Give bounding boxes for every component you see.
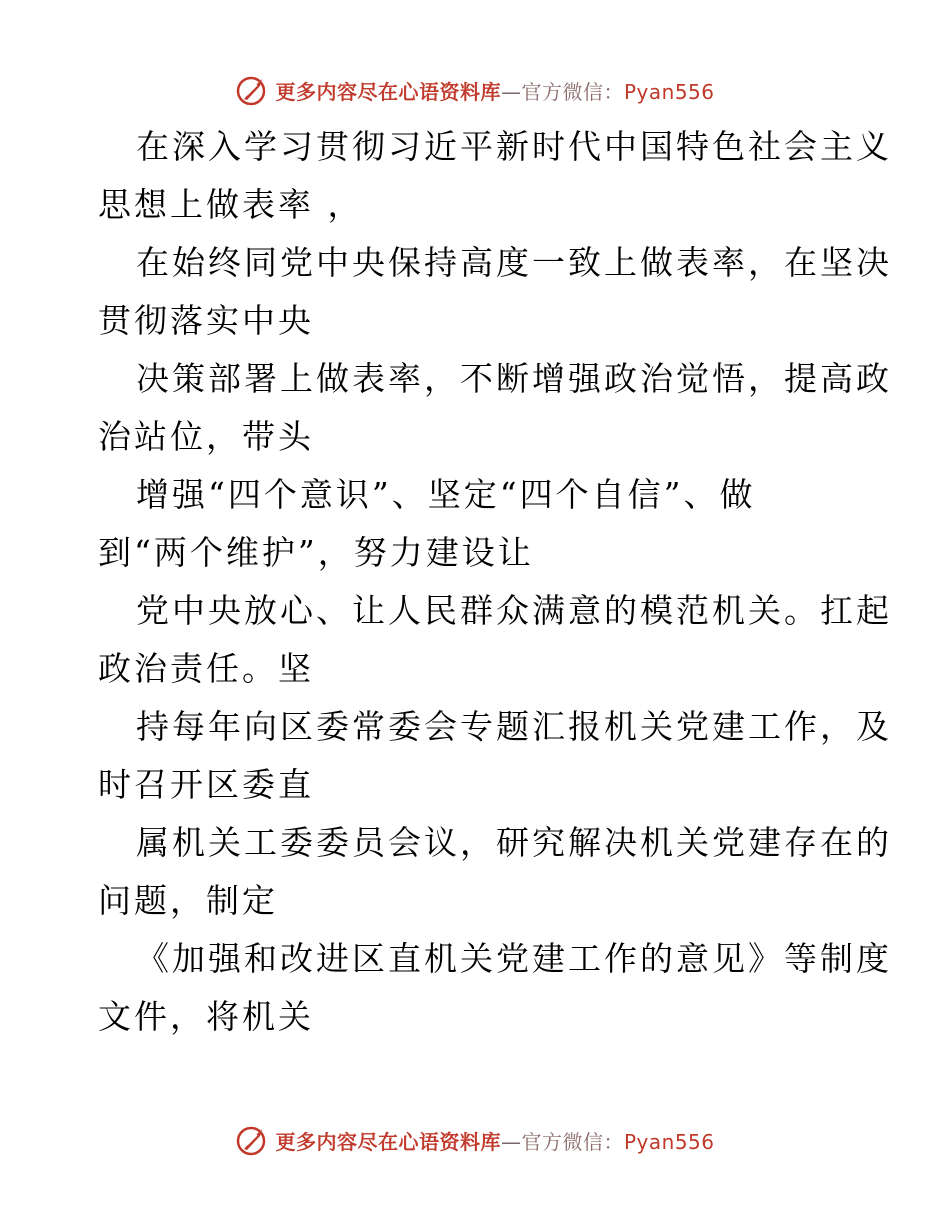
quill-logo-icon — [235, 1123, 269, 1157]
watermark-separator: — — [500, 79, 522, 104]
footer-watermark — [0, 1120, 950, 1160]
paragraph-line: 在始终同党中央保持高度一致上做表率，在坚决 — [136, 243, 892, 282]
paragraph-line: 《加强和改进区直机关党建工作的意见》等制度 — [136, 939, 892, 978]
paragraph — [98, 234, 892, 350]
paragraph-line: 决策部署上做表率，不断增强政治觉悟，提高政 — [136, 359, 892, 398]
watermark-label: 官方微信： — [521, 1129, 624, 1154]
paragraph-line: 属机关工委委员会议，研究解决机关党建存在的 — [136, 823, 892, 862]
paragraph — [98, 930, 892, 1046]
document-body — [98, 118, 892, 1046]
paragraph-line: 时召开区委直 — [98, 765, 314, 804]
watermark-separator: — — [500, 1129, 522, 1154]
paragraph — [98, 814, 892, 930]
watermark-title: 更多内容尽在心语资料库 — [275, 1129, 501, 1154]
watermark-title: 更多内容尽在心语资料库 — [275, 79, 501, 104]
paragraph — [98, 466, 858, 582]
watermark-label: 官方微信： — [521, 79, 624, 104]
paragraph-line: 思想上做表率 ， — [98, 185, 364, 224]
paragraph-line: 在深入学习贯彻习近平新时代中国特色社会主义 — [136, 127, 892, 166]
watermark-id: Pyan556 — [623, 79, 715, 104]
paragraph-line: 文件，将机关 — [98, 997, 314, 1036]
paragraph-line: 持每年向区委常委会专题汇报机关党建工作，及 — [136, 707, 892, 746]
watermark-id: Pyan556 — [623, 1129, 715, 1154]
paragraph — [98, 350, 892, 466]
quill-logo-icon — [235, 73, 269, 107]
paragraph — [98, 698, 892, 814]
paragraph-line: 治站位，带头 — [98, 417, 314, 456]
paragraph — [98, 118, 892, 234]
paragraph-line: 贯彻落实中央 — [98, 301, 314, 340]
paragraph-line: 党中央放心、让人民群众满意的模范机关。扛起 — [136, 591, 892, 630]
paragraph-line: 到“两个维护”，努力建设让 — [98, 533, 534, 572]
paragraph-line: 问题，制定 — [98, 881, 278, 920]
header-watermark — [0, 70, 950, 110]
paragraph-line: 政治责任。坚 — [98, 649, 314, 688]
paragraph-line: 增强“四个意识”、坚定“四个自信”、做 — [136, 475, 756, 514]
paragraph — [98, 582, 892, 698]
